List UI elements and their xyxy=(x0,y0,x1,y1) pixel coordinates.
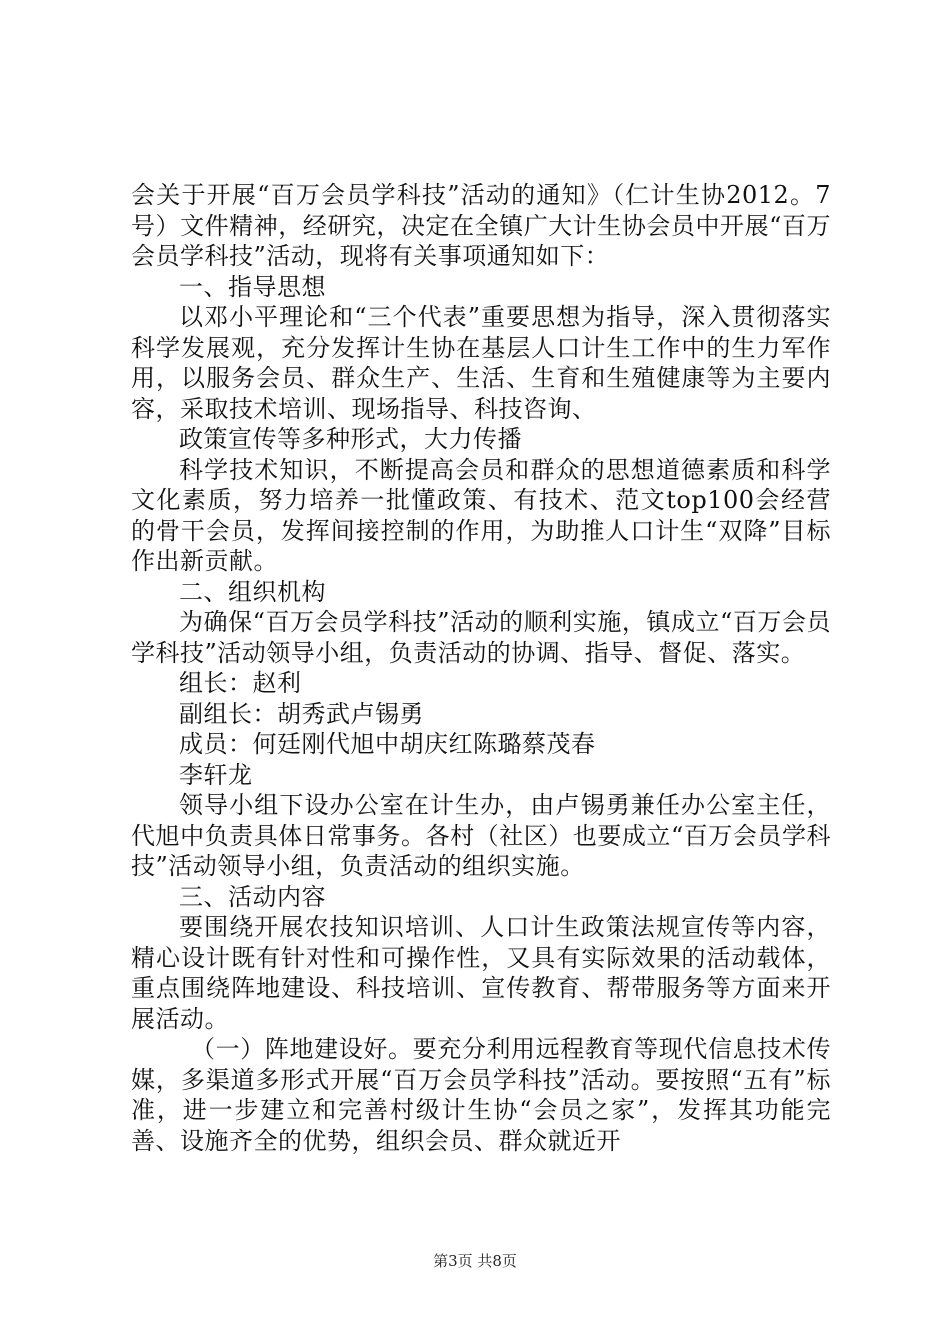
section-heading: 三、活动内容 xyxy=(179,882,326,911)
section-heading: 二、组织机构 xyxy=(179,577,326,606)
paragraph: 科学技术知识，不断提高会员和群众的思想道德素质和科学文化素质，努力培养一批懂政策、有技术、范文top100会经营的骨干会员，发挥间接控制的作用，为助推人口计生“双降”目标作出新贡献。 xyxy=(131,455,831,575)
page-indicator: 第3页 共8页 xyxy=(433,1252,517,1270)
paragraph: 会关于开展“百万会员学科技”活动的通知》（仁计生协2012。7号）文件精神，经研究，决定在全镇广大计生协会员中开展“百万会员学科技”活动，现将有关事项通知如下： xyxy=(131,181,831,270)
paragraph: 政策宣传等多种形式，大力传播 xyxy=(179,425,522,453)
paragraph: 组长：赵利 xyxy=(179,669,302,697)
paragraph: （一）阵地建设好。要充分利用远程教育等现代信息技术传媒，多渠道多形式开展“百万会员学科技”活动。要按照“五有”标准，进一步建立和完善村级计生协“会员之家”，发挥其功能完善、设施齐全的优势，组织会员、群众就近开 xyxy=(131,1035,831,1155)
paragraph: 成员：何廷刚代旭中胡庆红陈璐蔡茂春 xyxy=(179,730,596,758)
section-heading: 一、指导思想 xyxy=(179,272,326,301)
paragraph: 副组长：胡秀武卢锡勇 xyxy=(179,699,424,728)
paragraph: 为确保“百万会员学科技”活动的顺利实施，镇成立“百万会员学科技”活动领导小组，负责活动的协调、指导、督促、落实。 xyxy=(131,608,831,667)
paragraph: 领导小组下设办公室在计生办，由卢锡勇兼任办公室主任，代旭中负责具体日常事务。各村（社区）也要成立“百万会员学科技”活动领导小组，负责活动的组织实施。 xyxy=(131,791,831,880)
paragraph: 以邓小平理论和“三个代表”重要思想为指导，深入贯彻落实科学发展观，充分发挥计生协在基层人口计生工作中的生力军作用，以服务会员、群众生产、生活、生育和生殖健康等为主要内容，采取技术培训、现场指导、科技咨询、 xyxy=(131,303,831,423)
paragraph: 李轩龙 xyxy=(179,760,253,789)
page-footer xyxy=(0,1250,950,1271)
document-body xyxy=(131,180,831,1156)
paragraph: 要围绕开展农技知识培训、人口计生政策法规宣传等内容，精心设计既有针对性和可操作性，又具有实际效果的活动载体，重点围绕阵地建设、科技培训、宣传教育、帮带服务等方面来开展活动。 xyxy=(131,913,831,1033)
